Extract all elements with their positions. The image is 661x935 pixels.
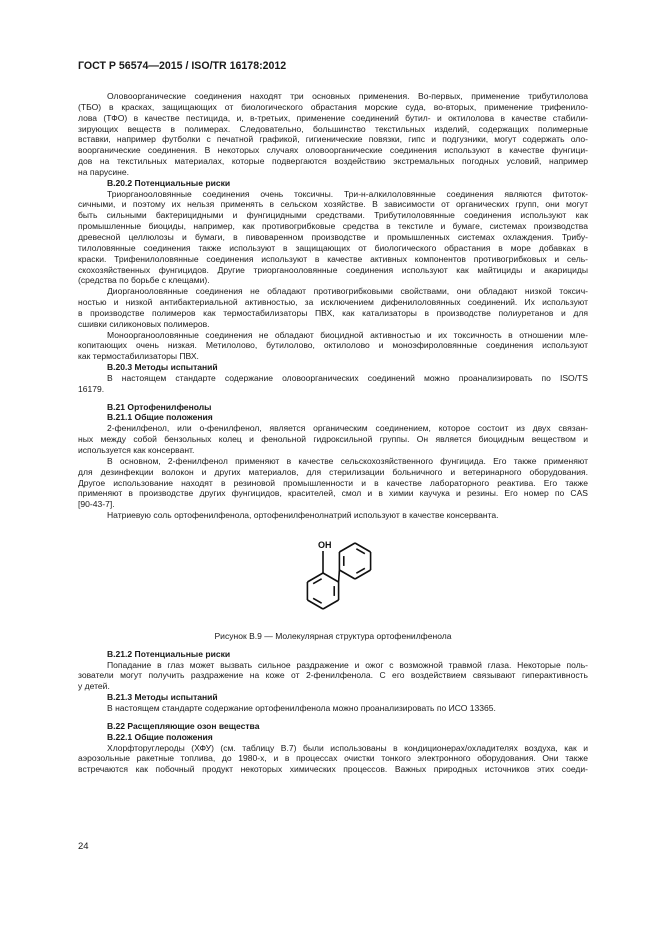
text-line: скохозяйственных фунгицидов. Другие триорганооловянные соединения используют как майтициды и акарициды (78, 264, 588, 275)
document-header: ГОСТ Р 56574—2015 / ISO/TR 16178:2012 (78, 60, 287, 72)
text-line: в производстве полимеров как термостабилизаторы ПВХ, как катализаторы в производстве полиуретанов и для (78, 307, 588, 318)
section-heading: В.22 Расщепляющие озон вещества (107, 720, 260, 731)
page-number: 24 (78, 841, 89, 852)
text-line: Натриевую соль ортофенилфенола, ортофенилфенолнатрий используют в качестве консерванта. (107, 510, 499, 521)
text-line: Попадание в глаз может вызвать сильное раздражение и ожог с возможной травмой глаза. Некоторые поль- (107, 659, 588, 670)
figure-caption: Рисунок В.9 — Молекулярная структура ортофенилфенола (214, 630, 452, 641)
text-line: используется как консервант. (78, 445, 195, 455)
paragraph (78, 703, 588, 714)
page-content (78, 91, 588, 775)
text-line: ных между собой бензольных колец и фенольной гидроксильной группы. Он является биоцидным веществом и (78, 434, 588, 445)
paragraph (78, 91, 588, 178)
paragraph (78, 286, 588, 329)
text-line: сичными, и поэтому их нельзя применять в сельском хозяйстве. В зависимости от органических групп, они могут (78, 199, 588, 210)
paragraph (78, 660, 588, 693)
section-heading: В.21.3 Методы испытаний (107, 692, 218, 703)
phenol-ring (307, 573, 338, 609)
text-line: [90-43-7]. (78, 499, 115, 510)
text-line: Моноорганооловянные соединения не обладают биоцидной активностью и их токсичность в отношении мле- (107, 329, 588, 340)
text-line: тилоловянные соединения также используют в защищающих от биологического обрастания в море добавках в (78, 242, 588, 253)
text-line: Триорганооловянные соединения очень токсичны. Три-н-алкилоловянные соединения являются фитоток- (107, 188, 588, 199)
text-line: В основном, 2-фенилфенол применяют в качестве сельскохозяйственного фунгицида. Его также применяют (107, 455, 588, 466)
paragraph (78, 330, 588, 363)
text-line: вставки, например футболки с печатной графикой, гигиенические повязки, гипс и подгузники, могут содержать оло- (78, 134, 588, 145)
text-line: В настоящем стандарте содержание ортофенилфенола можно проанализировать по ИСО 13365. (107, 702, 496, 713)
paragraph (78, 373, 588, 395)
paragraph (78, 456, 588, 510)
text-line: Диорганооловянные соединения не обладают противогрибковыми свойствами, они обладают низкой токсич- (107, 286, 588, 297)
ring-bond (339, 570, 340, 582)
paragraph (78, 423, 588, 456)
text-line: Хлорфторуглероды (ХФУ) (см. таблицу В.7) были использованы в кондиционерах/охладителях воздуха, как и (107, 742, 588, 753)
section-heading: В.21.1 Общие положения (107, 412, 213, 423)
spacer (78, 714, 588, 721)
text-line: 2-фенилфенол, или о-фенилфенол, является органическим соединением, которое состоит из двух связан- (107, 423, 588, 434)
text-line: зователи могут получить раздражение на коже от 2-фенилфенола. С его воздействием связывают гиперактивность (78, 670, 588, 681)
text-line: на парусине. (78, 166, 129, 177)
text-line: древесной целлюлозы и бумаги, в пивоваренном производстве и промышленных системах охлаждения. Трибу- (78, 231, 588, 242)
text-line: как термостабилизаторы ПВХ. (78, 351, 199, 362)
oh-label: OH (318, 539, 332, 550)
text-line: ностью и низкой антибактериальной активностью, за исключением дифенилоловянных соединений. Их используют (78, 297, 588, 308)
text-line: применяют в производстве других фунгицидов, красителей, смол и в химии каучука и резины. Его номер по CAS (78, 488, 588, 499)
text-line: (средства по борьбе с клещами). (78, 275, 210, 286)
text-line: краски. Трифенилоловянные соединения используют в качестве активных компонентов противогрибковых и сель- (78, 253, 588, 264)
text-line: Оловоорганические соединения находят три основных применения. Во-первых, применение трибутилолова (107, 91, 588, 101)
text-line: аэрозольные ракетные топлива, до 1980-х, и в процессах очистки тонкого электронного оборудования. Они также (78, 753, 588, 764)
text-line: быть сильными бактерицидными и фунгицидными средствами. Трибутилоловянные соединения используют как (78, 210, 588, 221)
paragraph (78, 743, 588, 776)
section-heading: В.21 Ортофенилфенолы (107, 401, 212, 412)
section-heading: В.20.3 Методы испытаний (107, 362, 218, 373)
text-line: дов на текстильных материалах, которые подвергаются воздействию экстремальных погодных условий, например (78, 156, 588, 167)
paragraph (78, 189, 588, 287)
text-line: сшивки силиконовых полимеров. (78, 318, 210, 329)
text-line: промышленные биоциды, например, как противогрибковые средства в текстиле и бумаге, системах производства (78, 221, 588, 232)
paragraph (78, 510, 588, 521)
text-line: копитающих очень низкая. Метилолово, бутилолово, октилолово и моноэфироловянные соединения используют (78, 340, 588, 351)
text-line: лова (ТФО) в качестве пестицида, и, в-третьих, применение соединений бутил- и октилолова в качестве стабили- (78, 112, 588, 123)
text-line: у детей. (78, 681, 110, 692)
spacer (78, 395, 588, 402)
orthophenylphenol-structure (294, 525, 394, 625)
text-line: зирующих веществ в полимерах. Следовательно, большинство текстильных изделий, содержащих полимерные (78, 123, 588, 134)
phenyl-ring (339, 543, 370, 579)
section-heading: В.20.2 Потенциальные риски (107, 177, 231, 188)
text-line: В настоящем стандарте содержание оловоорганических соединений можно проанализировать по ISO/TS (107, 372, 588, 383)
text-line: встречаются как побочный продукт некоторых химических процессов. Важных природных источников этих соеди- (78, 764, 588, 775)
text-line: для дезинфекции волокон и других материалов, для стерилизации больничного и ветеринарного оборудования. (78, 466, 588, 477)
spacer (78, 642, 588, 649)
section-heading: В.22.1 Общие положения (107, 731, 213, 742)
text-line: 16179. (78, 383, 105, 394)
figure-molecule (78, 525, 588, 625)
text-line: воорганические соединения. В некоторых случаях оловоорганические соединения используют в качестве фунгици- (78, 145, 588, 156)
text-line: (ТБО) в красках, защищающих от биологического обрастания морские суда, во-вторых, применение трифенило- (78, 101, 588, 112)
section-heading: В.21.2 Потенциальные риски (107, 648, 231, 659)
text-line: Другое использование находят в резиновой промышленности и в качестве лабораторного реактива. Его также (78, 477, 588, 488)
